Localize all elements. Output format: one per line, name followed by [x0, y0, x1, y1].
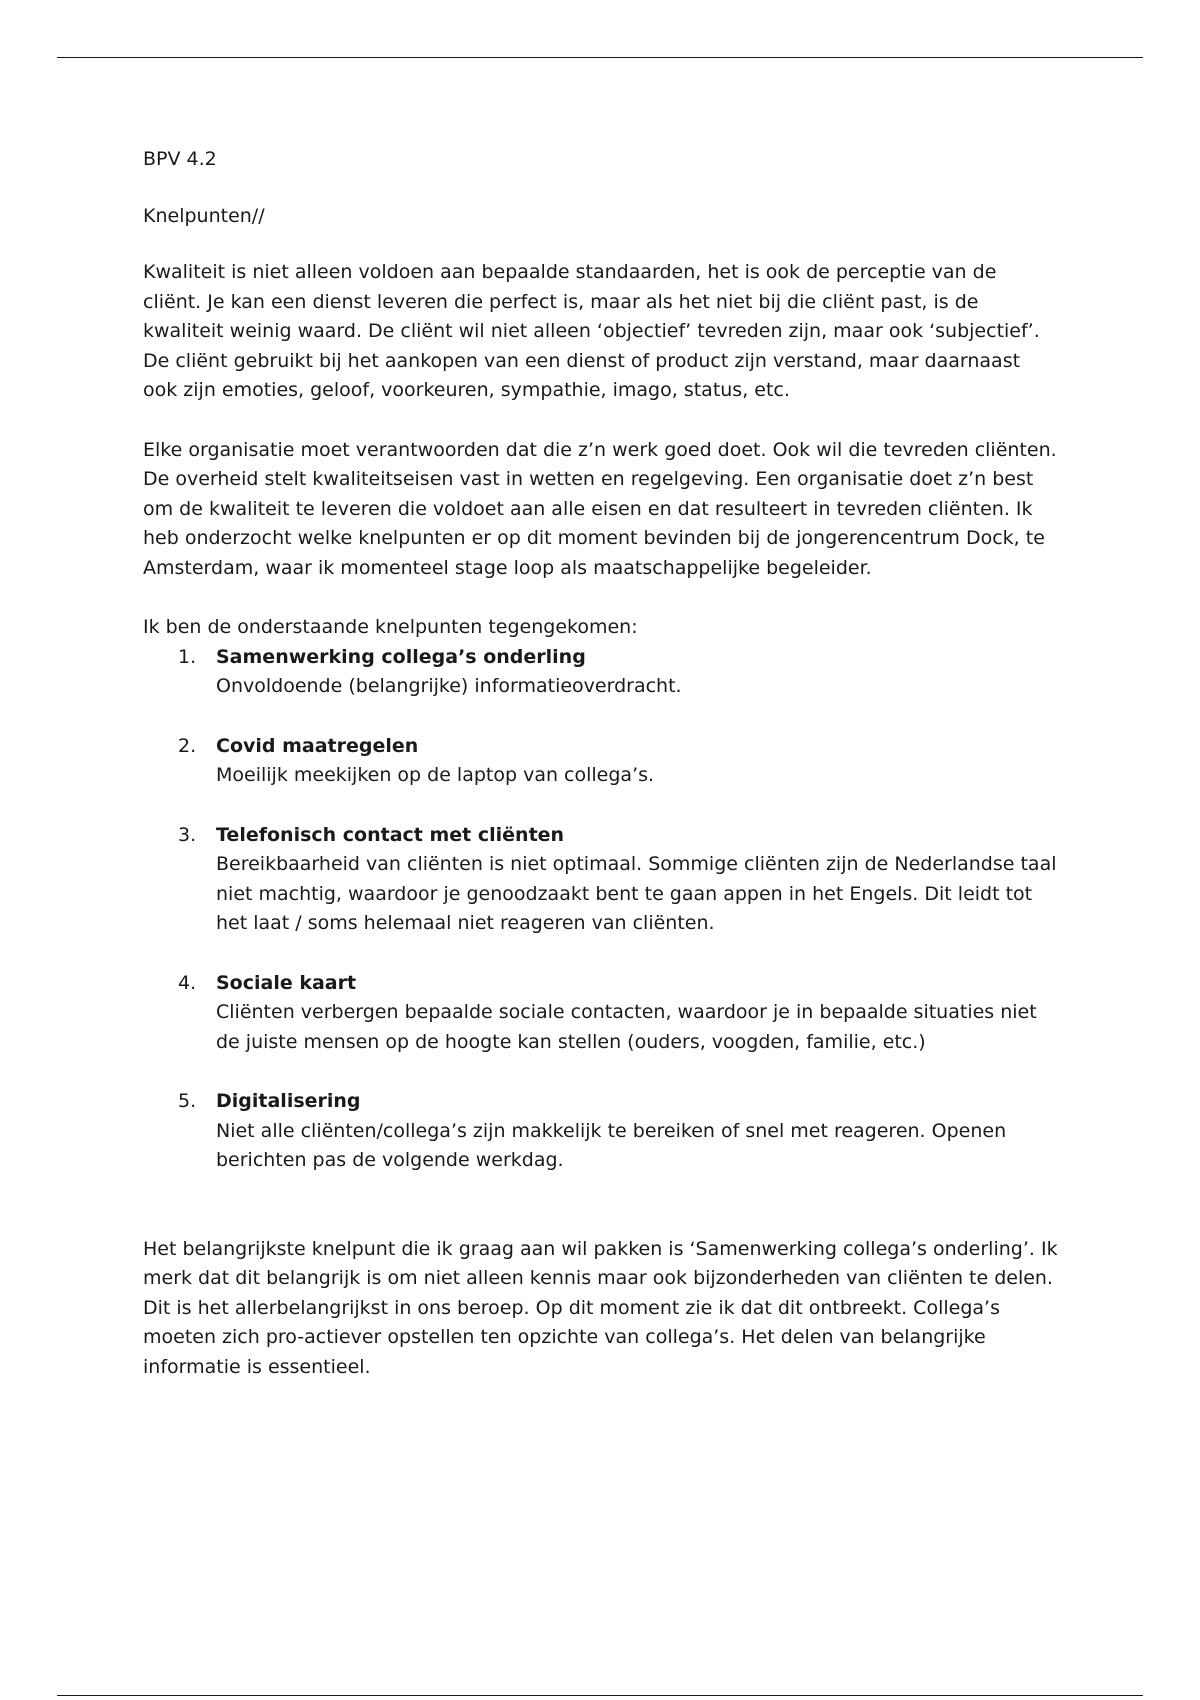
list-item-description: Bereikbaarheid van cliënten is niet optimaal. Sommige cliënten zijn de Nederlandse taal niet machtig, waardoor je genoodzaakt bent te gaan appen in het Engels. Dit leidt tot het laat / soms helemaal niet reageren van cliënten. — [216, 853, 1057, 934]
list-item-number: 1. — [178, 645, 197, 668]
section-heading: Knelpunten// — [143, 204, 265, 227]
list-item-title: Covid maatregelen — [216, 734, 419, 757]
list-item-description: Moeilijk meekijken op de laptop van collega’s. — [216, 764, 655, 786]
list-intro: Ik ben de onderstaande knelpunten tegengekomen: — [143, 616, 638, 638]
list-item-title: Samenwerking collega’s onderling — [216, 645, 586, 668]
list-item-title: Sociale kaart — [216, 971, 357, 994]
header-rule — [57, 57, 1143, 58]
list-item-number: 2. — [178, 734, 197, 757]
list-item-number: 3. — [178, 823, 197, 846]
list-item — [143, 643, 1058, 702]
paragraph-quality: Kwaliteit is niet alleen voldoen aan bepaalde standaarden, het is ook de perceptie van de cliënt. Je kan een dienst leveren die perfect is, maar als het niet bij die cliënt past, is de kwaliteit weinig waard. De cliënt wil niet alleen ‘objectief’ tevreden zijn, maar ook ‘subjectief’. De cliënt gebruikt bij het aankopen van een dienst of product zijn verstand, maar daarnaast ook zijn emoties, geloof, voorkeuren, sympathie, imago, status, etc. — [143, 261, 1040, 401]
list-item — [143, 821, 1058, 939]
issues-list — [143, 643, 1058, 1176]
paragraph-organisation: Elke organisatie moet verantwoorden dat die z’n werk goed doet. Ook wil die tevreden cliënten. De overheid stelt kwaliteitseisen vast in wetten en regelgeving. Een organisatie doet z’n best om de kwaliteit te leveren die voldoet aan alle eisen en dat resulteert in tevreden cliënten. Ik heb onderzocht welke knelpunten er op dit moment bevinden bij de jongerencentrum Dock, te Amsterdam, waar ik momenteel stage loop als maatschappelijke begeleider. — [143, 438, 1057, 579]
list-item — [143, 732, 1058, 791]
list-item — [143, 1087, 1058, 1176]
list-item-description: Onvoldoende (belangrijke) informatieoverdracht. — [216, 675, 682, 697]
list-item-title: Telefonisch contact met cliënten — [216, 823, 565, 846]
list-item-title: Digitalisering — [216, 1090, 361, 1112]
list-item-description: Niet alle cliënten/collega’s zijn makkelijk te bereiken of snel met reageren. Openen berichten pas de volgende werkdag. — [216, 1119, 1007, 1171]
list-item-number: 4. — [178, 971, 197, 994]
list-item-description: Cliënten verbergen bepaalde sociale contacten, waardoor je in bepaalde situaties niet de juiste mensen op de hoogte kan stellen (ouders, voogden, familie, etc.) — [216, 1001, 1037, 1053]
list-item-number: 5. — [178, 1090, 197, 1112]
document-body — [143, 145, 1058, 1382]
paragraph-conclusion: Het belangrijkste knelpunt die ik graag aan wil pakken is ‘Samenwerking collega’s onderling’. Ik merk dat dit belangrijk is om niet alleen kennis maar ook bijzonderheden van cliënten te delen. Dit is het allerbelangrijkst in ons beroep. Op dit moment zie ik dat dit ontbreekt. Collega’s moeten zich pro-actiever opstellen ten opzichte van collega’s. Het delen van belangrijke informatie is essentieel. — [143, 1237, 1058, 1378]
list-item — [143, 969, 1058, 1058]
footer-rule — [57, 1695, 1143, 1696]
document-title: BPV 4.2 — [143, 148, 217, 170]
